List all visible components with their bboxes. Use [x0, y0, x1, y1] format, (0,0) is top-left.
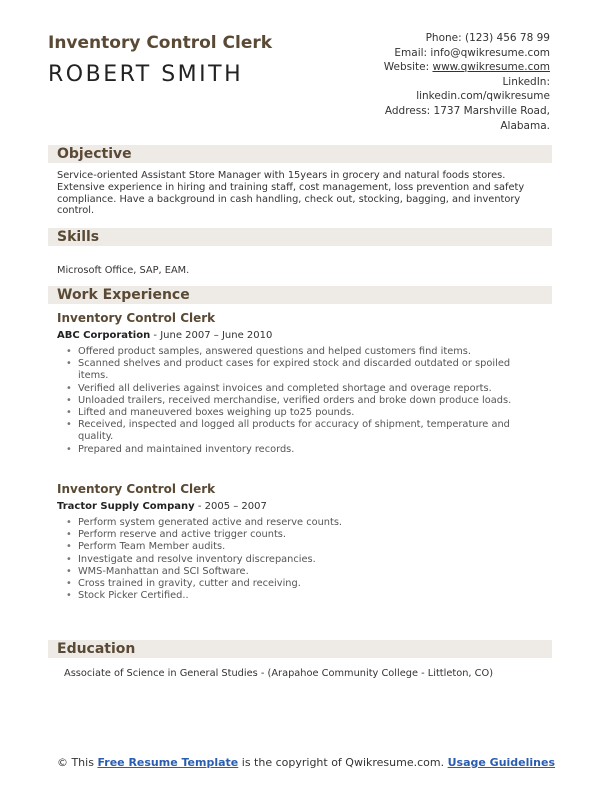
contact-linkedin: linkedin.com/qwikresume: [416, 90, 550, 103]
list-item: • Perform reserve and active trigger counts.: [66, 529, 536, 541]
education-text: Associate of Science in General Studies - (Arapahoe Community College - Littleton, CO): [64, 668, 494, 679]
list-item: • WMS-Manhattan and SCI Software.: [66, 566, 536, 578]
candidate-name: ROBERT SMITH: [48, 62, 244, 87]
footer-prefix: © This: [56, 756, 98, 769]
job-2-dates: - 2005 – 2007: [194, 501, 267, 512]
contact-address-line2: Alabama.: [500, 119, 550, 132]
contact-phone: Phone: (123) 456 78 99: [425, 32, 550, 44]
list-item: • Perform system generated active and reserve counts.: [66, 517, 536, 529]
education-heading: Education: [48, 640, 552, 658]
objective-text: Service-oriented Assistant Store Manager with 15years in grocery and natural foods stores. Extensive experience in hiring and training staff, cost management, loss prevention and safety compliance. Have a background in cash handling, check out, stocking, bagging, and inventory control.: [57, 170, 525, 217]
list-item: • Offered product samples, answered questions and helped customers find items.: [66, 346, 536, 358]
work-experience-heading: Work Experience: [48, 286, 552, 304]
job-1-company: ABC Corporation: [57, 330, 151, 341]
contact-email-row: [310, 46, 550, 61]
job-2-bullets: [66, 517, 536, 602]
contact-linkedin-label: LinkedIn:: [502, 75, 550, 88]
job-2-title: Inventory Control Clerk: [57, 482, 216, 496]
contact-website-link[interactable]: www.qwikresume.com: [432, 61, 550, 74]
free-resume-template-link[interactable]: Free Resume Template: [97, 756, 239, 769]
contact-block: [310, 31, 550, 133]
job-2-company: Tractor Supply Company: [57, 501, 195, 512]
contact-email-label: Email:: [394, 46, 428, 59]
contact-website-label: Website:: [383, 61, 430, 74]
list-item: • Received, inspected and logged all products for accuracy of shipment, temperature and quality.: [66, 419, 536, 443]
resume-job-title: Inventory Control Clerk: [48, 33, 273, 53]
job-1-dates: - June 2007 – June 2010: [150, 330, 273, 341]
list-item: • Verified all deliveries against invoices and completed shortage and overage reports.: [66, 383, 536, 395]
skills-text: Microsoft Office, SAP, EAM.: [57, 265, 190, 276]
list-item: • Unloaded trailers, received merchandise, verified orders and broke down produce loads.: [66, 395, 536, 407]
job-1-company-line: [57, 330, 272, 341]
list-item: • Scanned shelves and product cases for expired stock and discarded outdated or spoiled items.: [66, 358, 536, 382]
objective-heading: Objective: [48, 145, 552, 163]
copyright-footer: [0, 756, 612, 770]
list-item: • Lifted and maneuvered boxes weighing up to25 pounds.: [66, 407, 536, 419]
contact-address: Address: 1737 Marshville Road,: [384, 104, 550, 117]
job-1-bullets: [66, 346, 536, 456]
list-item: • Stock Picker Certified..: [66, 590, 536, 602]
job-2-company-line: [57, 501, 267, 512]
usage-guidelines-link[interactable]: Usage Guidelines: [447, 756, 556, 769]
skills-heading: Skills: [48, 228, 552, 246]
footer-middle: is the copyright of Qwikresume.com.: [238, 756, 448, 769]
list-item: • Cross trained in gravity, cutter and receiving.: [66, 578, 536, 590]
contact-website-row: [310, 60, 550, 75]
list-item: • Investigate and resolve inventory discrepancies.: [66, 554, 536, 566]
list-item: • Perform Team Member audits.: [66, 541, 536, 553]
list-item: • Prepared and maintained inventory records.: [66, 444, 536, 456]
contact-email: info@qwikresume.com: [430, 46, 550, 59]
job-1-title: Inventory Control Clerk: [57, 311, 216, 325]
